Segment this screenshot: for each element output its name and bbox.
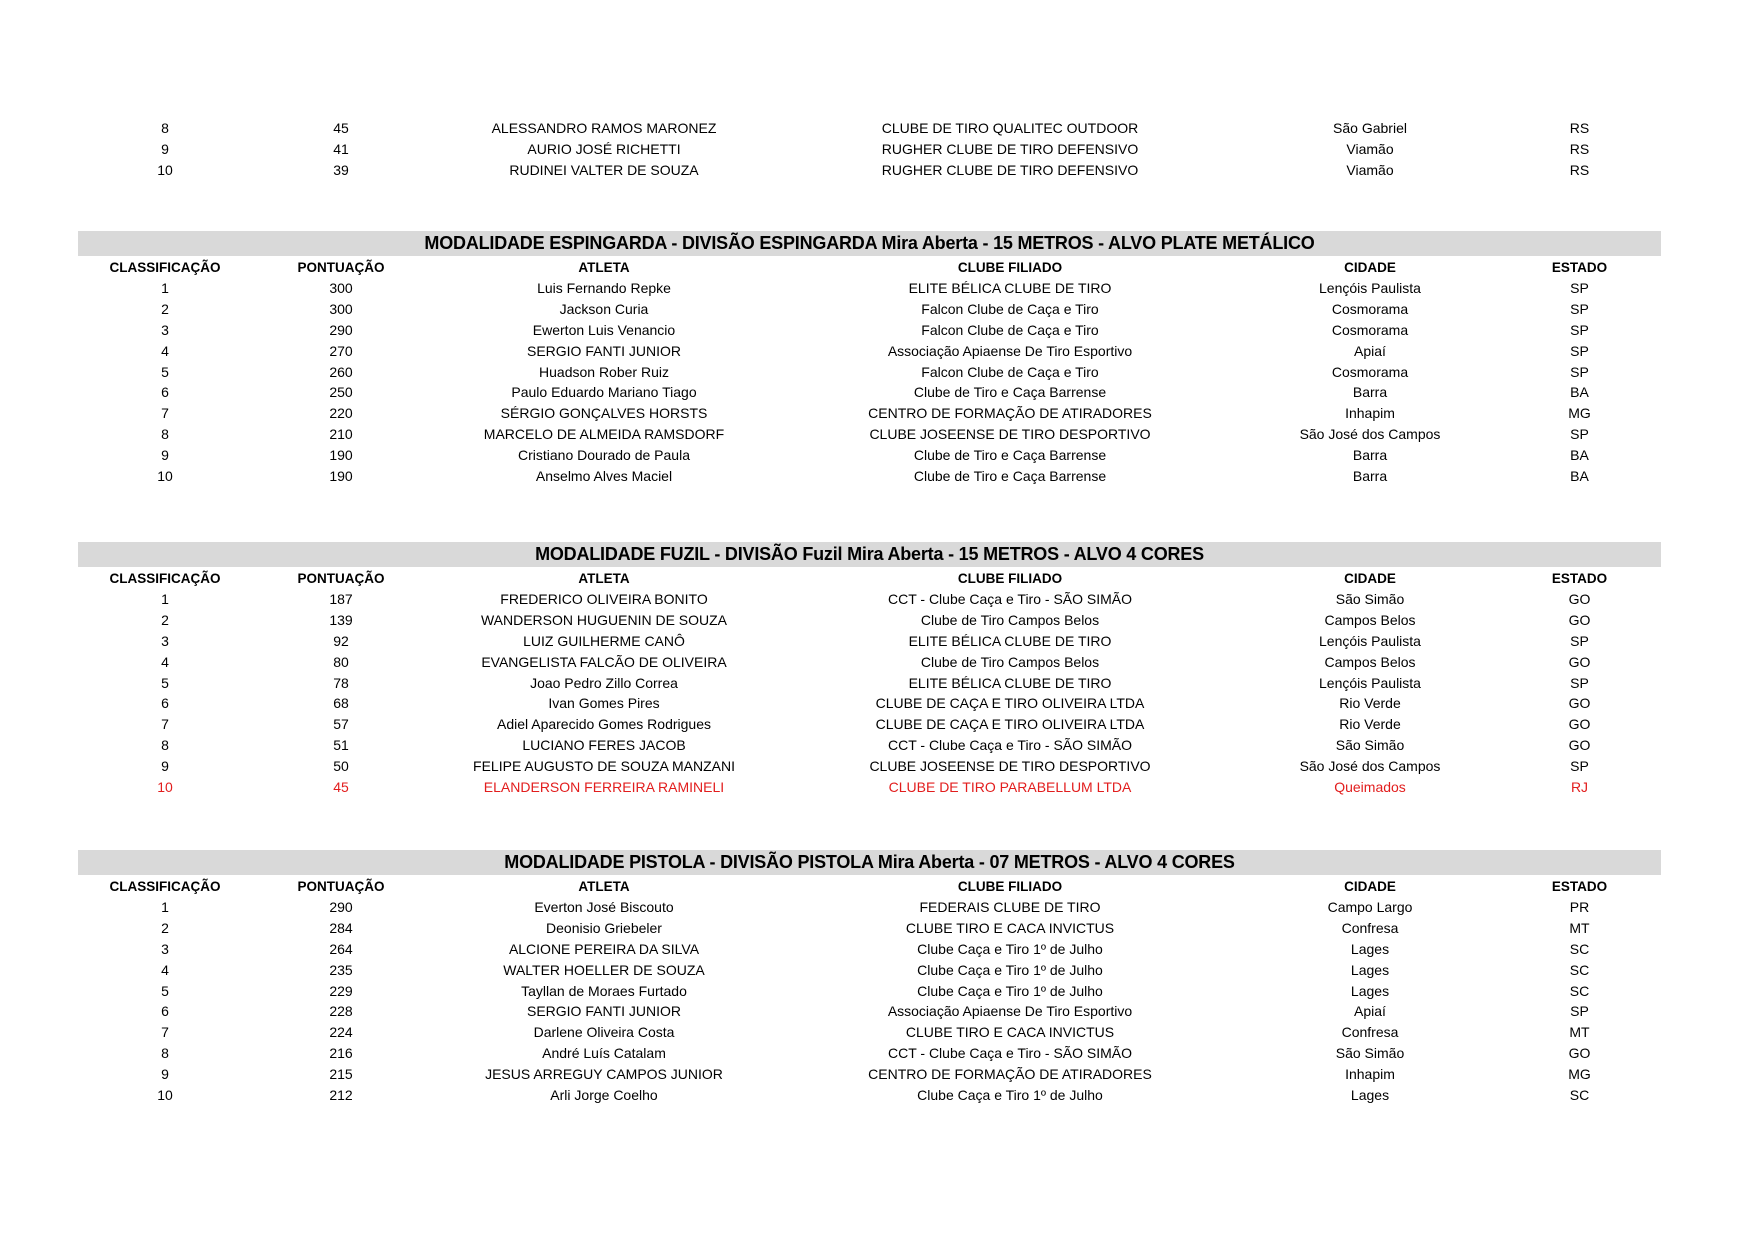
cell-city: Lençóis Paulista bbox=[1319, 632, 1421, 649]
cell-rank: 10 bbox=[157, 467, 173, 484]
cell-club: Associação Apiaense De Tiro Esportivo bbox=[887, 342, 1133, 359]
cell-city: Viamão bbox=[1346, 161, 1394, 178]
cell-state: SP bbox=[1570, 363, 1589, 380]
cell-city: São José dos Campos bbox=[1299, 425, 1441, 442]
cell-club: CLUBE DE CAÇA E TIRO OLIVEIRA LTDA bbox=[875, 695, 1145, 712]
cell-city: Barra bbox=[1352, 467, 1388, 484]
cell-points: 139 bbox=[329, 612, 353, 629]
cell-athlete: Tayllan de Moraes Furtado bbox=[521, 982, 687, 999]
cell-athlete: Paulo Eduardo Mariano Tiago bbox=[511, 384, 697, 401]
table-row bbox=[78, 610, 1661, 631]
cell-club: FEDERAIS CLUBE DE TIRO bbox=[919, 899, 1101, 916]
cell-points: 51 bbox=[333, 736, 349, 753]
cell-athlete: ALESSANDRO RAMOS MARONEZ bbox=[491, 120, 717, 137]
section-fuzil bbox=[78, 542, 1661, 797]
column-header: CLASSIFICAÇÃO bbox=[109, 259, 221, 275]
cell-city: Campos Belos bbox=[1324, 653, 1416, 670]
cell-points: 284 bbox=[329, 920, 353, 937]
cell-city: Inhapim bbox=[1345, 405, 1395, 422]
column-header-row bbox=[78, 567, 1661, 589]
cell-points: 210 bbox=[329, 425, 353, 442]
cell-rank: 2 bbox=[161, 920, 169, 937]
cell-athlete: EVANGELISTA FALCÃO DE OLIVEIRA bbox=[481, 653, 727, 670]
cell-city: São José dos Campos bbox=[1299, 757, 1441, 774]
cell-athlete: Ivan Gomes Pires bbox=[548, 695, 660, 712]
column-header: CLASSIFICAÇÃO bbox=[109, 878, 221, 894]
cell-points: 235 bbox=[329, 961, 353, 978]
column-header: CLUBE FILIADO bbox=[957, 259, 1063, 275]
cell-club: ELITE BÉLICA CLUBE DE TIRO bbox=[908, 674, 1112, 691]
cell-club: Clube de Tiro e Caça Barrense bbox=[913, 446, 1107, 463]
cell-club: Clube de Tiro e Caça Barrense bbox=[913, 384, 1107, 401]
cell-athlete: FELIPE AUGUSTO DE SOUZA MANZANI bbox=[473, 757, 735, 774]
cell-state: GO bbox=[1568, 591, 1591, 608]
table-row bbox=[78, 424, 1661, 445]
cell-state: GO bbox=[1568, 612, 1591, 629]
cell-club: CCT - Clube Caça e Tiro - SÃO SIMÃO bbox=[887, 736, 1133, 753]
cell-points: 290 bbox=[329, 899, 353, 916]
table-row bbox=[78, 160, 1661, 181]
cell-state: RJ bbox=[1570, 778, 1589, 795]
table-row bbox=[78, 1022, 1661, 1043]
cell-rank: 2 bbox=[161, 612, 169, 629]
table-row bbox=[78, 1084, 1661, 1105]
column-header: PONTUAÇÃO bbox=[297, 878, 385, 894]
cell-club: Associação Apiaense De Tiro Esportivo bbox=[887, 1003, 1133, 1020]
cell-athlete: Deonisio Griebeler bbox=[546, 920, 662, 937]
table-row bbox=[78, 340, 1661, 361]
column-header: CIDADE bbox=[1344, 259, 1396, 275]
cell-athlete: SERGIO FANTI JUNIOR bbox=[526, 1003, 681, 1020]
cell-club: CLUBE TIRO E CACA INVICTUS bbox=[905, 920, 1115, 937]
cell-club: Clube Caça e Tiro 1º de Julho bbox=[917, 961, 1103, 978]
column-header: CIDADE bbox=[1344, 570, 1396, 586]
cell-club: Clube Caça e Tiro 1º de Julho bbox=[917, 1086, 1103, 1103]
cell-state: MG bbox=[1568, 405, 1591, 422]
cell-club: Clube Caça e Tiro 1º de Julho bbox=[917, 940, 1103, 957]
cell-athlete: JESUS ARREGUY CAMPOS JUNIOR bbox=[485, 1065, 723, 1082]
cell-points: 78 bbox=[333, 674, 349, 691]
cell-rank: 8 bbox=[161, 120, 169, 137]
cell-club: RUGHER CLUBE DE TIRO DEFENSIVO bbox=[881, 161, 1139, 178]
cell-city: Apiaí bbox=[1354, 342, 1386, 359]
cell-state: MT bbox=[1569, 1024, 1590, 1041]
cell-rank: 7 bbox=[161, 716, 169, 733]
cell-club: CLUBE JOSEENSE DE TIRO DESPORTIVO bbox=[869, 757, 1151, 774]
cell-rank: 9 bbox=[161, 141, 169, 158]
column-header: CLUBE FILIADO bbox=[957, 570, 1063, 586]
cell-state: GO bbox=[1568, 1044, 1591, 1061]
cell-state: BA bbox=[1570, 467, 1589, 484]
cell-points: 45 bbox=[333, 120, 349, 137]
cell-club: Clube de Tiro e Caça Barrense bbox=[913, 467, 1107, 484]
cell-rank: 1 bbox=[161, 280, 169, 297]
cell-city: Lages bbox=[1350, 1086, 1390, 1103]
table-row bbox=[78, 139, 1661, 160]
table-row bbox=[78, 672, 1661, 693]
cell-club: CLUBE DE CAÇA E TIRO OLIVEIRA LTDA bbox=[875, 716, 1145, 733]
cell-points: 80 bbox=[333, 653, 349, 670]
table-rows bbox=[78, 589, 1661, 797]
cell-athlete: Everton José Biscouto bbox=[534, 899, 674, 916]
cell-athlete: Anselmo Alves Maciel bbox=[535, 467, 673, 484]
cell-athlete: LUCIANO FERES JACOB bbox=[522, 736, 686, 753]
table-row bbox=[78, 403, 1661, 424]
cell-points: 45 bbox=[333, 778, 349, 795]
column-header: ESTADO bbox=[1551, 878, 1608, 894]
cell-club: Clube Caça e Tiro 1º de Julho bbox=[917, 982, 1103, 999]
cell-state: SC bbox=[1569, 961, 1590, 978]
cell-points: 187 bbox=[329, 591, 353, 608]
cell-points: 228 bbox=[329, 1003, 353, 1020]
column-header: CLASSIFICAÇÃO bbox=[109, 570, 221, 586]
cell-athlete: RUDINEI VALTER DE SOUZA bbox=[509, 161, 699, 178]
cell-city: Lençóis Paulista bbox=[1319, 280, 1421, 297]
cell-points: 57 bbox=[333, 716, 349, 733]
cell-state: BA bbox=[1570, 446, 1589, 463]
cell-points: 220 bbox=[329, 405, 353, 422]
section-title-bar bbox=[78, 231, 1661, 256]
column-header: ATLETA bbox=[578, 259, 630, 275]
cell-state: SP bbox=[1570, 280, 1589, 297]
table-row bbox=[78, 382, 1661, 403]
cell-rank: 5 bbox=[161, 674, 169, 691]
section-title-bar bbox=[78, 850, 1661, 875]
cell-city: São Gabriel bbox=[1333, 120, 1407, 137]
table-row bbox=[78, 444, 1661, 465]
cell-state: SC bbox=[1569, 1086, 1590, 1103]
cell-city: Campo Largo bbox=[1327, 899, 1413, 916]
cell-athlete: Huadson Rober Ruiz bbox=[539, 363, 669, 380]
cell-athlete: Cristiano Dourado de Paula bbox=[518, 446, 690, 463]
table-row bbox=[78, 980, 1661, 1001]
cell-state: MG bbox=[1568, 1065, 1591, 1082]
table-row bbox=[78, 714, 1661, 735]
cell-club: ELITE BÉLICA CLUBE DE TIRO bbox=[908, 632, 1112, 649]
cell-points: 190 bbox=[329, 446, 353, 463]
table-row bbox=[78, 299, 1661, 320]
table-row bbox=[78, 1063, 1661, 1084]
partial-ranking-table bbox=[78, 118, 1661, 180]
cell-points: 215 bbox=[329, 1065, 353, 1082]
cell-club: Falcon Clube de Caça e Tiro bbox=[921, 301, 1099, 318]
column-header: PONTUAÇÃO bbox=[297, 570, 385, 586]
cell-state: RS bbox=[1569, 141, 1590, 158]
cell-state: GO bbox=[1568, 695, 1591, 712]
cell-club: Falcon Clube de Caça e Tiro bbox=[921, 321, 1099, 338]
cell-rank: 9 bbox=[161, 446, 169, 463]
cell-points: 92 bbox=[333, 632, 349, 649]
cell-city: Lages bbox=[1350, 982, 1390, 999]
cell-rank: 10 bbox=[157, 1086, 173, 1103]
table-row bbox=[78, 651, 1661, 672]
cell-club: CLUBE DE TIRO QUALITEC OUTDOOR bbox=[881, 120, 1139, 137]
cell-athlete: André Luís Catalam bbox=[542, 1044, 666, 1061]
cell-athlete: WANDERSON HUGUENIN DE SOUZA bbox=[480, 612, 728, 629]
cell-city: Confresa bbox=[1341, 1024, 1399, 1041]
cell-club: CLUBE DE TIRO PARABELLUM LTDA bbox=[888, 778, 1132, 795]
cell-rank: 8 bbox=[161, 1044, 169, 1061]
cell-state: SP bbox=[1570, 342, 1589, 359]
cell-points: 224 bbox=[329, 1024, 353, 1041]
cell-club: CCT - Clube Caça e Tiro - SÃO SIMÃO bbox=[887, 591, 1133, 608]
cell-points: 216 bbox=[329, 1044, 353, 1061]
cell-athlete: SERGIO FANTI JUNIOR bbox=[526, 342, 681, 359]
cell-state: BA bbox=[1570, 384, 1589, 401]
section-espingarda bbox=[78, 231, 1661, 486]
cell-athlete: ALCIONE PEREIRA DA SILVA bbox=[508, 940, 700, 957]
cell-points: 39 bbox=[333, 161, 349, 178]
cell-city: Rio Verde bbox=[1339, 695, 1401, 712]
cell-rank: 3 bbox=[161, 321, 169, 338]
section-pistola bbox=[78, 850, 1661, 1105]
cell-state: GO bbox=[1568, 716, 1591, 733]
cell-club: CLUBE TIRO E CACA INVICTUS bbox=[905, 1024, 1115, 1041]
cell-athlete: FREDERICO OLIVEIRA BONITO bbox=[500, 591, 708, 608]
cell-city: São Simão bbox=[1335, 591, 1405, 608]
cell-state: SC bbox=[1569, 982, 1590, 999]
section-title: MODALIDADE FUZIL - DIVISÃO Fuzil Mira Aberta - 15 METROS - ALVO 4 CORES bbox=[535, 544, 1204, 564]
table-rows bbox=[78, 897, 1661, 1105]
cell-city: Lages bbox=[1350, 940, 1390, 957]
table-rows bbox=[78, 278, 1661, 486]
table-row bbox=[78, 361, 1661, 382]
table-row bbox=[78, 118, 1661, 139]
cell-points: 41 bbox=[333, 141, 349, 158]
cell-city: Cosmorama bbox=[1331, 321, 1409, 338]
section-title-bar bbox=[78, 542, 1661, 567]
cell-state: SP bbox=[1570, 425, 1589, 442]
cell-state: GO bbox=[1568, 736, 1591, 753]
section-title: MODALIDADE PISTOLA - DIVISÃO PISTOLA Mira Aberta - 07 METROS - ALVO 4 CORES bbox=[504, 852, 1235, 872]
table-row bbox=[78, 776, 1661, 797]
table-row bbox=[78, 1043, 1661, 1064]
table-row bbox=[78, 755, 1661, 776]
cell-rank: 8 bbox=[161, 425, 169, 442]
cell-rank: 1 bbox=[161, 591, 169, 608]
cell-athlete: MARCELO DE ALMEIDA RAMSDORF bbox=[483, 425, 725, 442]
cell-club: Clube de Tiro Campos Belos bbox=[920, 653, 1100, 670]
cell-city: São Simão bbox=[1335, 736, 1405, 753]
cell-rank: 5 bbox=[161, 982, 169, 999]
cell-city: Cosmorama bbox=[1331, 363, 1409, 380]
cell-rank: 7 bbox=[161, 405, 169, 422]
cell-points: 68 bbox=[333, 695, 349, 712]
cell-state: SP bbox=[1570, 301, 1589, 318]
cell-rank: 9 bbox=[161, 1065, 169, 1082]
cell-rank: 2 bbox=[161, 301, 169, 318]
cell-city: Apiaí bbox=[1354, 1003, 1386, 1020]
cell-state: SP bbox=[1570, 632, 1589, 649]
column-header-row bbox=[78, 875, 1661, 897]
column-header: ATLETA bbox=[578, 570, 630, 586]
cell-athlete: Ewerton Luis Venancio bbox=[532, 321, 676, 338]
cell-state: PR bbox=[1569, 899, 1590, 916]
table-row bbox=[78, 278, 1661, 299]
cell-athlete: LUIZ GUILHERME CANÔ bbox=[523, 632, 685, 649]
cell-city: Confresa bbox=[1341, 920, 1399, 937]
cell-points: 50 bbox=[333, 757, 349, 774]
column-header: ATLETA bbox=[578, 878, 630, 894]
cell-athlete: Adiel Aparecido Gomes Rodrigues bbox=[496, 716, 711, 733]
table-row bbox=[78, 465, 1661, 486]
cell-city: Lages bbox=[1350, 961, 1390, 978]
cell-state: RS bbox=[1569, 161, 1590, 178]
cell-state: RS bbox=[1569, 120, 1590, 137]
section-title: MODALIDADE ESPINGARDA - DIVISÃO ESPINGARDA Mira Aberta - 15 METROS - ALVO PLATE METÁLICO bbox=[424, 233, 1315, 253]
cell-rank: 10 bbox=[157, 161, 173, 178]
cell-rank: 4 bbox=[161, 961, 169, 978]
cell-athlete: AURIO JOSÉ RICHETTI bbox=[527, 141, 681, 158]
cell-club: CCT - Clube Caça e Tiro - SÃO SIMÃO bbox=[887, 1044, 1133, 1061]
cell-points: 290 bbox=[329, 321, 353, 338]
cell-points: 229 bbox=[329, 982, 353, 999]
cell-state: SP bbox=[1570, 674, 1589, 691]
cell-state: SP bbox=[1570, 1003, 1589, 1020]
cell-city: Viamão bbox=[1346, 141, 1394, 158]
cell-city: Lençóis Paulista bbox=[1319, 674, 1421, 691]
cell-rank: 10 bbox=[157, 778, 173, 795]
table-row bbox=[78, 589, 1661, 610]
cell-rank: 6 bbox=[161, 384, 169, 401]
cell-athlete: SÉRGIO GONÇALVES HORSTS bbox=[500, 405, 708, 422]
cell-club: CLUBE JOSEENSE DE TIRO DESPORTIVO bbox=[869, 425, 1151, 442]
cell-athlete: Darlene Oliveira Costa bbox=[533, 1024, 675, 1041]
column-header-row bbox=[78, 256, 1661, 278]
cell-rank: 6 bbox=[161, 1003, 169, 1020]
cell-athlete: ELANDERSON FERREIRA RAMINELI bbox=[483, 778, 725, 795]
table-row bbox=[78, 959, 1661, 980]
cell-rank: 9 bbox=[161, 757, 169, 774]
column-header: ESTADO bbox=[1551, 259, 1608, 275]
cell-rank: 4 bbox=[161, 342, 169, 359]
cell-city: Cosmorama bbox=[1331, 301, 1409, 318]
cell-club: Falcon Clube de Caça e Tiro bbox=[921, 363, 1099, 380]
cell-state: GO bbox=[1568, 653, 1591, 670]
cell-points: 250 bbox=[329, 384, 353, 401]
table-row bbox=[78, 918, 1661, 939]
column-header: CLUBE FILIADO bbox=[957, 878, 1063, 894]
cell-points: 190 bbox=[329, 467, 353, 484]
table-rows bbox=[78, 118, 1661, 180]
cell-club: CENTRO DE FORMAÇÃO DE ATIRADORES bbox=[868, 405, 1152, 422]
cell-rank: 3 bbox=[161, 632, 169, 649]
cell-rank: 1 bbox=[161, 899, 169, 916]
cell-club: RUGHER CLUBE DE TIRO DEFENSIVO bbox=[881, 141, 1139, 158]
cell-state: SP bbox=[1570, 757, 1589, 774]
cell-athlete: Luis Fernando Repke bbox=[537, 280, 671, 297]
column-header: ESTADO bbox=[1551, 570, 1608, 586]
cell-points: 260 bbox=[329, 363, 353, 380]
table-row bbox=[78, 897, 1661, 918]
cell-points: 212 bbox=[329, 1086, 353, 1103]
cell-points: 300 bbox=[329, 301, 353, 318]
cell-city: Barra bbox=[1352, 446, 1388, 463]
cell-club: CENTRO DE FORMAÇÃO DE ATIRADORES bbox=[868, 1065, 1152, 1082]
cell-club: ELITE BÉLICA CLUBE DE TIRO bbox=[908, 280, 1112, 297]
column-header: CIDADE bbox=[1344, 878, 1396, 894]
cell-state: SP bbox=[1570, 321, 1589, 338]
cell-rank: 5 bbox=[161, 363, 169, 380]
cell-athlete: Jackson Curia bbox=[559, 301, 649, 318]
cell-athlete: Joao Pedro Zillo Correa bbox=[530, 674, 678, 691]
cell-city: São Simão bbox=[1335, 1044, 1405, 1061]
cell-city: Rio Verde bbox=[1339, 716, 1401, 733]
cell-state: MT bbox=[1569, 920, 1590, 937]
cell-points: 300 bbox=[329, 280, 353, 297]
column-header: PONTUAÇÃO bbox=[297, 259, 385, 275]
cell-rank: 3 bbox=[161, 940, 169, 957]
cell-state: SC bbox=[1569, 940, 1590, 957]
cell-city: Queimados bbox=[1334, 778, 1406, 795]
cell-points: 264 bbox=[329, 940, 353, 957]
cell-rank: 7 bbox=[161, 1024, 169, 1041]
cell-points: 270 bbox=[329, 342, 353, 359]
table-row bbox=[78, 1001, 1661, 1022]
cell-club: Clube de Tiro Campos Belos bbox=[920, 612, 1100, 629]
cell-athlete: WALTER HOELLER DE SOUZA bbox=[503, 961, 705, 978]
table-row bbox=[78, 939, 1661, 960]
cell-rank: 4 bbox=[161, 653, 169, 670]
table-row bbox=[78, 631, 1661, 652]
cell-city: Campos Belos bbox=[1324, 612, 1416, 629]
cell-city: Barra bbox=[1352, 384, 1388, 401]
table-row bbox=[78, 320, 1661, 341]
cell-athlete: Arli Jorge Coelho bbox=[550, 1086, 658, 1103]
table-row bbox=[78, 693, 1661, 714]
cell-city: Inhapim bbox=[1345, 1065, 1395, 1082]
cell-rank: 8 bbox=[161, 736, 169, 753]
table-row bbox=[78, 735, 1661, 756]
cell-rank: 6 bbox=[161, 695, 169, 712]
